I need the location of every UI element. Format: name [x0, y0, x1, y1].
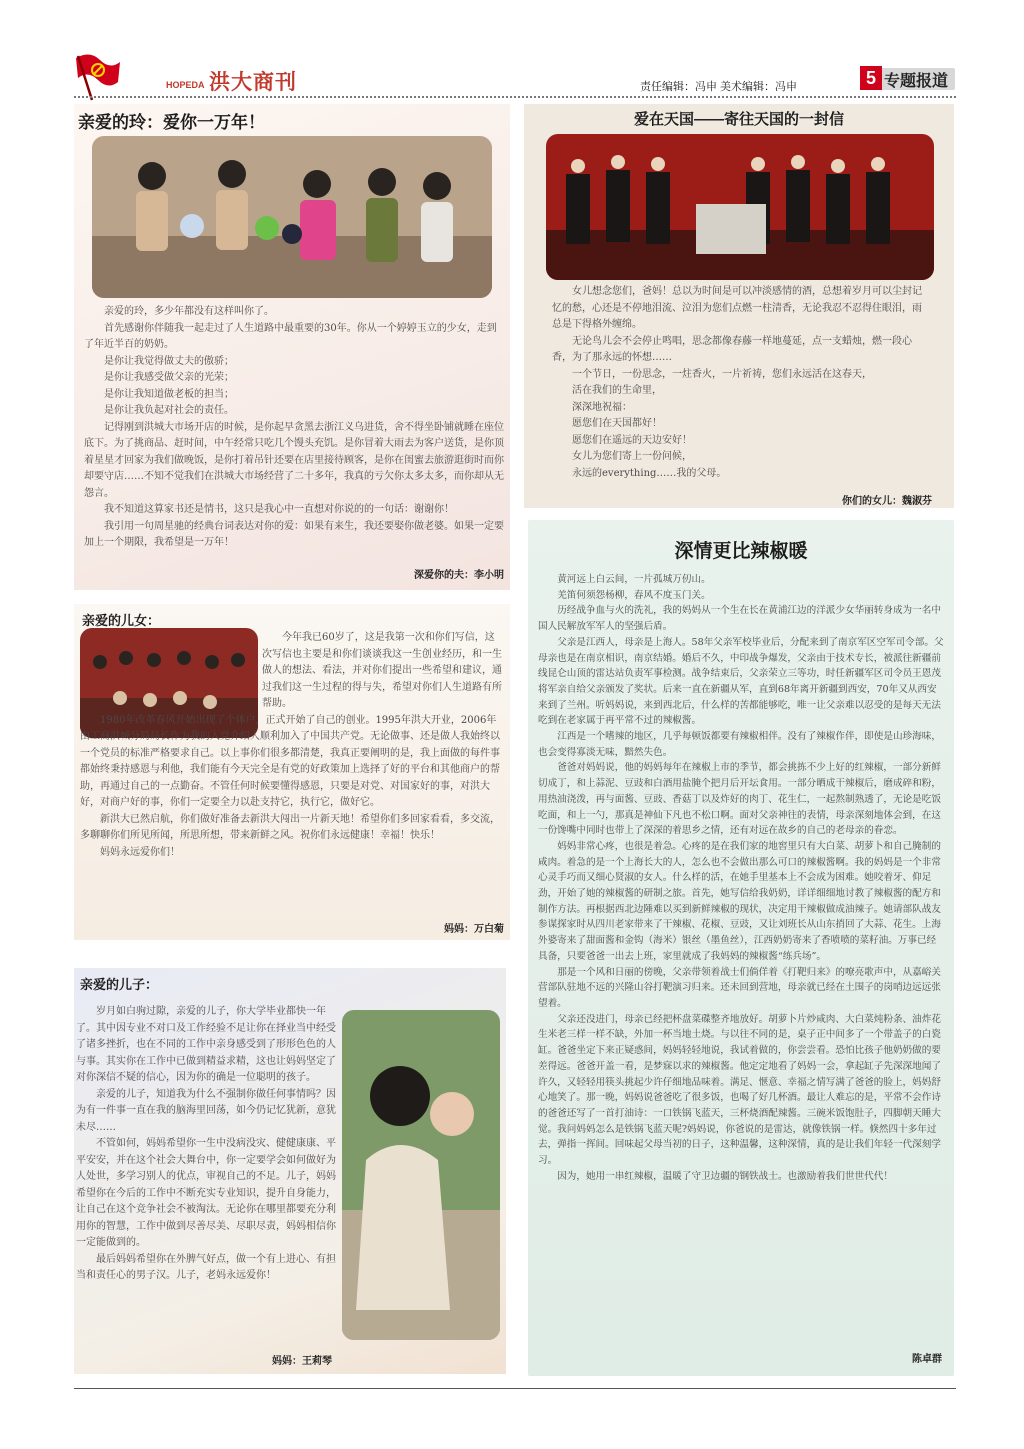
article3-body: [76, 1004, 338, 1285]
paragraph: 父亲是江西人，母亲是上海人。58年父亲军校毕业后，分配来到了南京军区空军司令部。父母亲也是在南京相识，南京结婚。婚后不久，中印战争爆发，父亲由于技术专长，被派往新疆前线昆仑山顶的雷达站负责军事检测。战争结束后，父亲荣立三等功，时任新疆军区司令员王恩茂将军亲自给父亲颁发了奖状。后来一直在新疆从军，直到68年离开新疆到西安，70年又从西安来到了兰州。听妈妈说，来到西北后，什么样的苦都能够吃，唯一让父亲难以忍受的是每天无法吃到在老家属于再平常不过的辣椒酱。: [538, 636, 944, 727]
header-divider: [74, 96, 956, 98]
paragraph: 爸爸对妈妈说，他的妈妈每年在辣椒上市的季节，都会挑拣不少上好的红辣椒，一部分新鲜切成丁，和上蒜泥、豆豉和白酒用盐腌个把月后开坛食用。一部分晒成干辣椒后，磨成碎和粉，用热油浇泼，再与面酱、豆豉、香菇丁以及炸好的肉丁、花生仁，一起熬制熟透了，无论是吃饭吃面，和上一勺，那真是神仙下凡也不松口啊。面对父亲神往的表情，母亲深刻地体会到，在这一份馋嘴中同时也带上了深深的着思乡之情，还有对远在故乡的自己的老母亲的眷恋。: [538, 762, 941, 837]
article5-title: 深情更比辣椒暖: [674, 541, 808, 562]
paragraph: 我引用一句周星驰的经典台词表达对你的爱：如果有来生，我还要娶你做老婆。如果一定要加上一个期限，我希望是一万年！: [84, 520, 504, 548]
article3-signature: 妈妈：王莉琴: [272, 1356, 332, 1367]
paragraph: 历经战争血与火的洗礼，我的妈妈从一个生在长在黄浦江边的洋派少女华丽转身成为一名中国人民解放军军人的坚强后盾。: [538, 605, 941, 633]
paragraph: 深深地祝福：: [572, 401, 632, 413]
family-photo-1: [92, 136, 492, 298]
mother-and-son-photo: [342, 1010, 500, 1340]
paragraph: 愿您们在天国都好！: [572, 418, 662, 429]
article4-title: 爱在天国——寄往天国的一封信: [633, 111, 844, 128]
brand-en: HOPEDA: [166, 79, 205, 90]
family-photo-3: [546, 134, 934, 280]
article4-signature: 你们的女儿：魏淑芬: [842, 496, 932, 507]
paragraph: 1980年改革春风开始出现了个体户，正式开始了自己的创业。1995年洪大开业，2006年由工商洪城分局局长作为我的入党介绍人顺利加入了中国共产党。无论做事、还是做人我始终以一个党员的标准严格要求自己。以上事你们很多都清楚，我真正要阐明的是，我上面做的每件事都始终秉持感恩与利他，我们能有今天完全是有党的好政策加上选择了好的平台和其他商户的帮助，再通过自己的一点勤奋。不管任何时候要懂得感恩，只要是对党、对国家好的事，对洪大好，对商户好的事，你们一定要全力以赴支持它，执行它，做好它。: [80, 714, 500, 808]
article-chili-panel: [528, 520, 954, 1376]
paragraph: 江西是一个嗜辣的地区，几乎每顿饭都要有辣椒相伴。没有了辣椒作伴，即使是山珍海味，也会变得寡淡无味，黯然失色。: [538, 731, 941, 758]
article-heaven-letter-panel: [524, 104, 954, 508]
brand-cn: 洪大商刊: [208, 71, 297, 94]
paragraph: 黄河远上白云间，一片孤城万仞山。: [557, 574, 711, 585]
article-children-panel: [74, 604, 510, 940]
paragraph: 亲爱的儿子，知道我为什么不强制你做任何事情吗？因为有一件事一直在我的脑海里回荡，如今仍记忆犹新，意犹未尽……: [76, 1088, 336, 1133]
article1-signature: 深爱你的夫：李小明: [414, 570, 504, 581]
editors-credit: 责任编辑：冯申 美术编辑：冯申: [640, 81, 798, 93]
article-love-letter-panel: [74, 104, 510, 590]
article4-body: [552, 284, 930, 482]
page-number: 5: [860, 66, 882, 90]
paragraph: 不管如何，妈妈希望你一生中没病没灾、健健康康、平平安安，并在这个社会大舞台中，你一定要学会如何做好为人处世，多学习别人的优点，审视自己的不足。儿子，妈妈希望你在今后的工作中不断充实专业知识，提升自身能力，让自己在这个竞争社会不被淘汰。无论你在哪里都要充分利用你的智慧，工作中做到尽善尽美、尽职尽责，妈妈相信你一定能做到的。: [76, 1138, 336, 1248]
article-son-panel: [74, 968, 506, 1374]
article5-signature: 陈卓群: [912, 1354, 942, 1365]
paragraph: 岁月如白驹过隙，亲爱的儿子，你大学毕业都快一年了。其中因专业不对口及工作经验不足让你在择业当中经受了诸多挫折，也在不同的工作中亲身感受到了形形色色的人与事。其实你在工作中已做到精益求精，这也让妈妈坚定了对你深信不疑的信心，因为你的确是一位聪明的孩子。: [76, 1006, 336, 1083]
article3-title: 亲爱的儿子：: [80, 977, 159, 992]
article5-body: [538, 572, 944, 1184]
brand-logo: [166, 66, 297, 96]
paragraph: 我不知道这算家书还是情书，这只是我心中一直想对你说的的一句话：谢谢你！: [104, 504, 454, 515]
paragraph: 今年我已60岁了，这是我第一次和你们写信，这次写信也主要是和你们谈谈我这一生创业经历，和一生做人的想法、看法，并对你们提出一些希望和建议，通过我们这一生过程的得与失，希望对你们人生道路有所帮助。: [262, 632, 502, 709]
article2-title: 亲爱的儿女：: [82, 613, 161, 628]
paragraph: 是你让我知道做老板的担当；: [104, 388, 234, 400]
paragraph: 是你让我负起对社会的责任。: [104, 405, 234, 416]
paragraph: 愿您们在遥远的天边安好！: [572, 434, 692, 446]
paragraph: 妈妈永远爱你们！: [100, 846, 180, 858]
paragraph: 那是一个风和日丽的傍晚，父亲带领着战士们倘佯着《打靶归来》的嘹亮歌声中，从嘉峪关营部队驻地不远的兴隆山谷打靶演习归来。还未回到营地，母亲就已经在土围子的岗哨边远远张望着。: [538, 966, 941, 1009]
party-flag-logo-icon: [70, 48, 124, 102]
paragraph: 是你让我觉得做丈夫的傲骄；: [104, 355, 234, 367]
paragraph: 亲爱的玲，多少年都没有这样叫你了。: [104, 306, 274, 317]
footer-divider: [74, 1388, 956, 1389]
paragraph: 羌笛何须怨杨柳，春风不度玉门关。: [557, 589, 711, 601]
article2-signature: 妈妈：万白菊: [444, 924, 504, 935]
paragraph: 是你让我感受做父亲的光荣；: [104, 372, 234, 383]
paragraph: 父亲还没进门，母亲已经把杯盘菜碟整齐地放好。胡萝卜片炒咸肉、大白菜炖粉条、油炸花生米老三样一样不缺，外加一杯当地土烧。与以往不同的是，桌子正中间多了一个带盖子的白瓷缸。爸爸坐定下来正疑惑间，妈妈轻轻地说，我试着做的，你尝尝看。恐怕比孩子他奶奶做的要差得远。爸爸开盖一看，是梦寐以求的辣椒酱。他定定地看了妈妈一会，拿起缸子先深深地闻了许久，又轻轻用筷头挑起少许仔细地品味着。满足、惬意、幸福之情写满了爸爸的脸上，妈妈舒心地笑了。那一晚，妈妈说爸爸吃了很多饭，也喝了好几杯酒。最让人难忘的是，平常不会作诗的爸爸还写了一首打油诗：一口铁锅飞蓝天，三杯烧酒配辣酱。三碗米饭饱肚子，四脚朝天睡大觉。我问妈妈怎么是铁锅飞蓝天呢?妈妈说，你爸说的是雷达，就像铁锅一样。倏然四十多年过去，弹指一挥间。回味起父母当初的日子，这种温馨，这种深情，真的是让我们年轻一代深刻学习。: [538, 1013, 941, 1167]
paragraph: 活在我们的生命里，: [572, 385, 662, 396]
paragraph: 女儿想念您们，爸妈！总以为时间是可以冲淡感情的酒，总想着岁月可以尘封记忆的愁，心还是不停地泪流、泣泪为您们点燃一柱清香，无论我忍不忍得住眼泪，雨总是下得格外缠绵。: [552, 286, 922, 330]
paragraph: 女儿为您们寄上一份问候，: [572, 451, 692, 462]
paragraph: 首先感谢你伴随我一起走过了人生道路中最重要的30年。你从一个婷婷玉立的少女，走到了年近半百的奶奶。: [84, 322, 497, 350]
article1-title: 亲爱的玲：爱你一万年！: [78, 113, 265, 132]
paragraph: 最后妈妈希望你在外脾气好点，做一个有上进心、有担当和责任心的男子汉。儿子，老妈永远爱你！: [76, 1253, 336, 1281]
paragraph: 因为，她用一串红辣椒，温暖了守卫边疆的钢铁战士。也激励着我们世世代代！: [557, 1170, 893, 1182]
paragraph: 妈妈非常心疼，也很是着急。心疼的是在我们家的地窖里只有大白菜、胡萝卜和自己腌制的咸肉。着急的是一个上海长大的人，怎么也不会做出那么可口的辣椒酱啊。我的妈妈是一个非常心灵手巧而又细心贤淑的女人。什么样的活，在她手里基本上不会成为困难。她咬着牙、仰足劲，开始了她的辣椒酱的研制之旅。首先，她写信给我奶奶，详详细细地讨教了辣椒酱的配方和制作方法。再根据西北边陲难以买到新鲜辣椒的现状，决定用干辣椒做成油辣子。她请部队战友参谋探家时从四川老家带来了干辣椒、花椒、豆豉，又让刘班长从山东捎回了大蒜、花生。上海外婆寄来了甜面酱和金钩（海米）银丝（墨鱼丝），江西奶奶寄来了香喷喷的菜籽油。万事已经具备，只要爸爸一出去上班，家里就成了我妈妈的辣椒酱“练兵场”。: [538, 840, 941, 962]
paragraph: 一个节日，一份思念，一炷香火，一片祈祷，您们永远活在这春天，: [572, 368, 872, 380]
article2-body: [80, 630, 504, 861]
article1-body: [84, 304, 504, 552]
paragraph: 记得刚到洪城大市场开店的时候，是你起早贪黑去浙江义乌进货，舍不得坐卧铺就睡在座位底下。为了挑商品、赶时间，中午经常只吃几个馒头充饥。是你冒着大雨去为客户送货，是你顶着星星才回家为我们做晚饭，是你打着吊针还要在店里接待顾客，是你在闺蜜去旅游逛街时而你却要守店……不知不觉我们在洪城大市场经营了二十多年，我真的亏欠你太多太多，而你却从无怨言。: [84, 421, 504, 499]
paragraph: 新洪大已然启航，你们做好准备去新洪大闯出一片新天地！希望你们多回家看看，多交流，多聊聊你们所见所闻，所思所想，带来新鲜之风。祝你们永远健康！幸福！快乐！: [80, 813, 500, 841]
section-title: 专题报道: [884, 73, 949, 90]
paragraph: 永远的everything……我的父母。: [572, 467, 727, 479]
paragraph: 无论鸟儿会不会停止鸣唱，思念都像春藤一样地蔓延，点一支蜡烛，燃一段心香，为了那永远的怀想……: [552, 335, 912, 363]
